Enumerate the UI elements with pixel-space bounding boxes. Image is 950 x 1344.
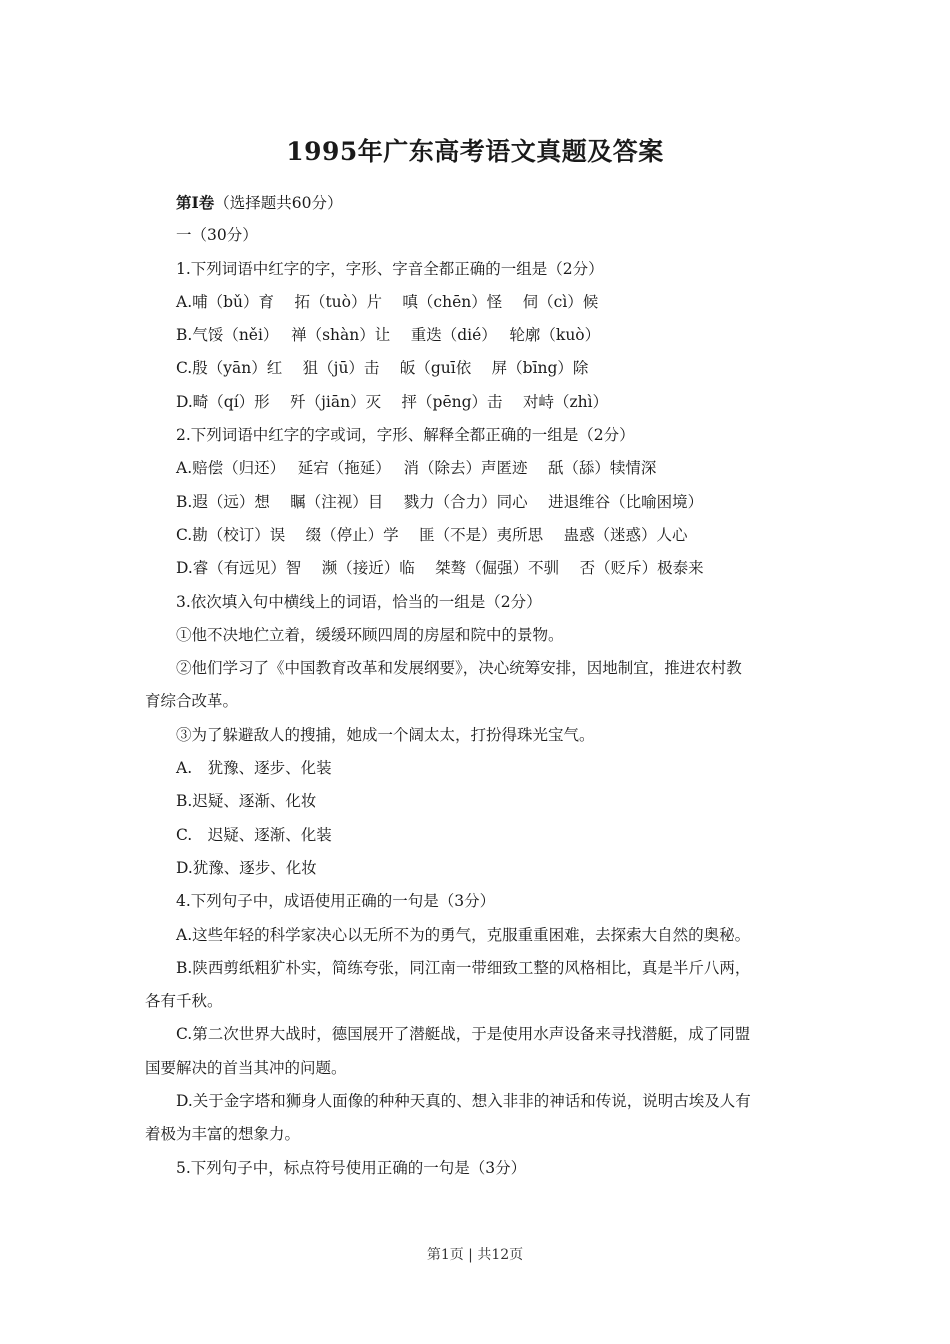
q1-option-b: B.气馁（něi） 禅（shàn）让 重迭（dié） 轮廓（kuò） bbox=[176, 326, 601, 345]
q2-option-b: B.遐（远）想 瞩（注视）目 戮力（合力）同心 进退维谷（比喻困境） bbox=[176, 492, 704, 511]
q1-option-c: C.殷（yān）红 狙（jū）击 皈（guī依 屏（bīng）除 bbox=[176, 359, 589, 378]
section-note: （选择题共60分） bbox=[214, 194, 343, 212]
q4-option-d-line-1: D.关于金字塔和狮身人面像的种种天真的、想入非非的神话和传说，说明古埃及人有 bbox=[176, 1092, 751, 1111]
q2-option-d: D.睿（有远见）智 濒（接近）临 桀骜（倔强）不驯 否（贬斥）极泰来 bbox=[176, 559, 704, 578]
q4-option-c-line-2: 国要解决的首当其冲的问题。 bbox=[145, 1058, 347, 1077]
q3-sentence-3: ③为了躲避敌人的搜捕，她成一个阔太太，打扮得珠光宝气。 bbox=[176, 725, 595, 744]
q3-option-a: A. 犹豫、逐步、化装 bbox=[176, 759, 332, 778]
question-1: 1.下列词语中红字的字，字形、字音全都正确的一组是（2分） bbox=[176, 259, 604, 278]
q4-option-d-line-2: 着极为丰富的想象力。 bbox=[145, 1125, 301, 1144]
document-body bbox=[145, 186, 813, 1185]
q1-option-a: A.哺（bǔ）育 拓（tuò）片 嗔（chēn）怪 伺（cì）候 bbox=[176, 292, 599, 311]
section-heading bbox=[145, 186, 813, 219]
question-2: 2.下列词语中红字的字或词，字形、解释全都正确的一组是（2分） bbox=[176, 426, 635, 445]
q2-option-a: A.赔偿（归还） 延宕（拖延） 消（除去）声匿迹 舐（舔）犊情深 bbox=[176, 459, 657, 478]
question-4: 4.下列句子中，成语使用正确的一句是（3分） bbox=[176, 892, 496, 911]
q4-option-b-line-2: 各有千秋。 bbox=[145, 992, 223, 1011]
q3-sentence-1: ①他不决地伫立着，缓缓环顾四周的房屋和院中的景物。 bbox=[176, 625, 564, 644]
q3-sentence-2-line-1: ②他们学习了《中国教育改革和发展纲要》，决心统筹安排，因地制宜，推进农村教 bbox=[176, 659, 742, 678]
q3-option-c: C. 迟疑、逐渐、化装 bbox=[176, 825, 332, 844]
page-title: 1995年广东高考语文真题及答案 bbox=[286, 137, 664, 166]
q4-option-c-line-1: C.第二次世界大战时，德国展开了潜艇战，于是使用水声设备来寻找潜艇，成了同盟 bbox=[176, 1025, 751, 1044]
q3-option-d: D.犹豫、逐步、化妆 bbox=[176, 858, 317, 877]
question-3: 3.依次填入句中横线上的词语，恰当的一组是（2分） bbox=[176, 592, 542, 611]
q1-option-d: D.畸（qí）形 歼（jiān）灭 抨（pēng）击 对峙（zhì） bbox=[176, 392, 609, 411]
q2-option-c: C.勘（校订）误 缀（停止）学 匪（不是）夷所思 蛊惑（迷惑）人心 bbox=[176, 525, 688, 544]
page-footer: 第1页 | 共12页 bbox=[426, 1247, 524, 1263]
section-label: 第Ⅰ卷 bbox=[176, 193, 215, 212]
q4-option-b-line-1: B.陕西剪纸粗犷朴实，简练夸张，同江南一带细致工整的风格相比，真是半斤八两， bbox=[176, 958, 751, 977]
q3-option-b: B.迟疑、逐渐、化妆 bbox=[176, 792, 317, 811]
q4-option-a: A.这些年轻的科学家决心以无所不为的勇气，克服重重困难，去探索大自然的奥秘。 bbox=[176, 925, 751, 944]
q3-sentence-2-line-2: 育综合改革。 bbox=[145, 692, 239, 711]
question-5: 5.下列句子中，标点符号使用正确的一句是（3分） bbox=[176, 1158, 527, 1177]
text-line: 一（30分） bbox=[176, 226, 258, 245]
